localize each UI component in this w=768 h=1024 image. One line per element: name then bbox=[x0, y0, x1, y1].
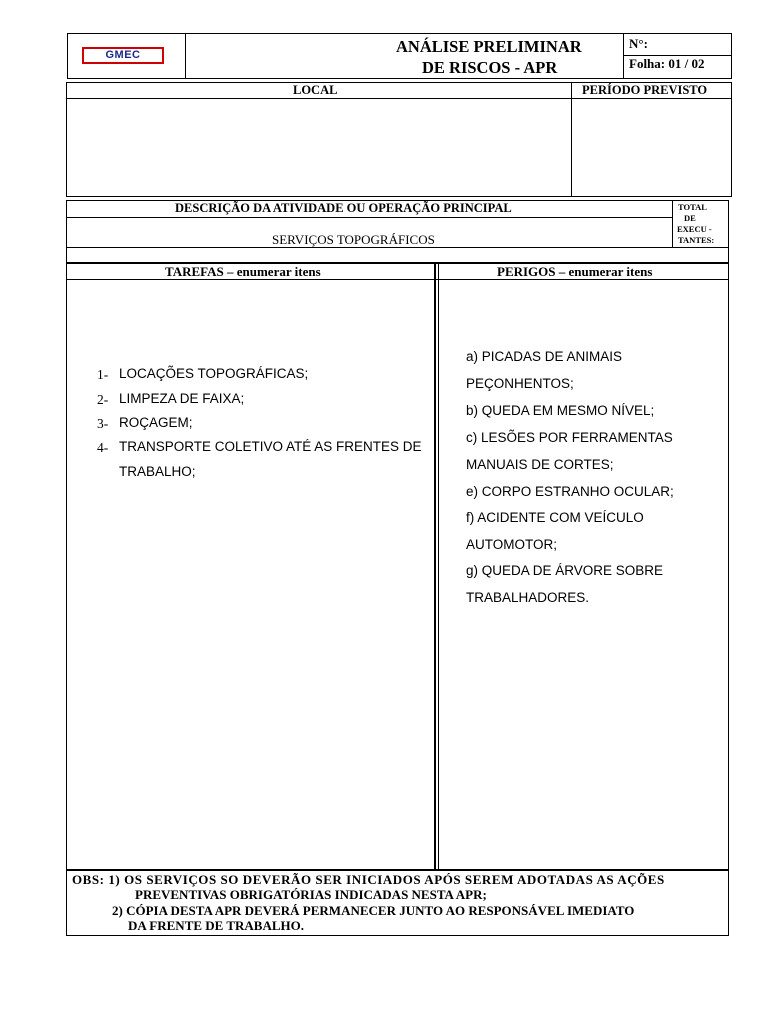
total-label: DE bbox=[684, 213, 696, 223]
hazard-line: f) ACIDENTE COM VEÍCULO bbox=[466, 510, 644, 525]
hazard-line: a) PICADAS DE ANIMAIS bbox=[466, 349, 623, 364]
total-label: TANTES: bbox=[678, 235, 715, 245]
page-title: ANÁLISE PRELIMINAR bbox=[396, 37, 582, 56]
activity-divider bbox=[672, 200, 673, 247]
hazard-line: TRABALHADORES. bbox=[466, 590, 590, 605]
task-number: 2- bbox=[97, 392, 109, 407]
task-item: TRANSPORTE COLETIVO ATÉ AS FRENTES DE bbox=[119, 439, 422, 454]
task-number: 1- bbox=[97, 367, 109, 382]
number-label: N°: bbox=[629, 36, 648, 51]
hazard-line: MANUAIS DE CORTES; bbox=[466, 457, 614, 472]
sheet-label: Folha: 01 / 02 bbox=[629, 56, 705, 71]
tasks-heading bbox=[165, 264, 321, 280]
notes-line: PREVENTIVAS OBRIGATÓRIAS INDICADAS NESTA APR; bbox=[135, 887, 487, 902]
task-item: ROÇAGEM; bbox=[119, 415, 193, 430]
header-divider bbox=[185, 33, 186, 79]
location-divider bbox=[571, 82, 572, 197]
hazard-line: PEÇONHENTOS; bbox=[466, 376, 574, 391]
period-label: PERÍODO PREVISTO bbox=[582, 83, 708, 97]
notes-line: DA FRENTE DE TRABALHO. bbox=[128, 918, 305, 933]
notes-line: 2) CÓPIA DESTA APR DEVERÁ PERMANECER JUNTO AO RESPONSÁVEL IMEDIATO bbox=[112, 903, 635, 918]
total-label: TOTAL bbox=[678, 202, 707, 212]
task-number: 4- bbox=[97, 440, 109, 455]
column-divider bbox=[434, 263, 436, 870]
activity-header-line bbox=[66, 217, 672, 218]
hazard-line: AUTOMOTOR; bbox=[466, 537, 558, 552]
hazard-line: e) CORPO ESTRANHO OCULAR; bbox=[466, 484, 674, 499]
task-item: LIMPEZA DE FAIXA; bbox=[119, 391, 245, 406]
notes-line: OBS: 1) OS SERVIÇOS SO DEVERÃO SER INICIADOS APÓS SEREM ADOTADAS AS AÇÕES bbox=[72, 872, 665, 887]
page-title: DE RISCOS - APR bbox=[422, 58, 558, 77]
local-label: LOCAL bbox=[293, 83, 338, 97]
task-item: LOCAÇÕES TOPOGRÁFICAS; bbox=[119, 366, 309, 381]
activity-description: SERVIÇOS TOPOGRÁFICOS bbox=[272, 232, 435, 247]
hazard-line: c) LESÕES POR FERRAMENTAS bbox=[466, 430, 673, 445]
column-divider bbox=[438, 263, 439, 870]
hazards-heading-text: PERIGOS – enumerar itens bbox=[497, 264, 653, 279]
activity-heading: DESCRIÇÃO DA ATIVIDADE OU OPERAÇÃO PRINCIPAL bbox=[175, 201, 512, 215]
location-box bbox=[66, 82, 732, 197]
hazard-line: g) QUEDA DE ÁRVORE SOBRE bbox=[466, 563, 664, 578]
task-number: 3- bbox=[97, 416, 109, 431]
location-header-line bbox=[66, 98, 732, 99]
header-divider bbox=[623, 33, 624, 79]
task-item-continuation: TRABALHO; bbox=[119, 464, 196, 479]
tasks-heading-text: TAREFAS – enumerar itens bbox=[165, 264, 321, 279]
total-label: EXECU - bbox=[677, 224, 712, 234]
gmec-logo: GMEC bbox=[82, 47, 164, 64]
hazards-heading bbox=[497, 264, 652, 280]
hazard-line: b) QUEDA EM MESMO NÍVEL; bbox=[466, 403, 655, 418]
